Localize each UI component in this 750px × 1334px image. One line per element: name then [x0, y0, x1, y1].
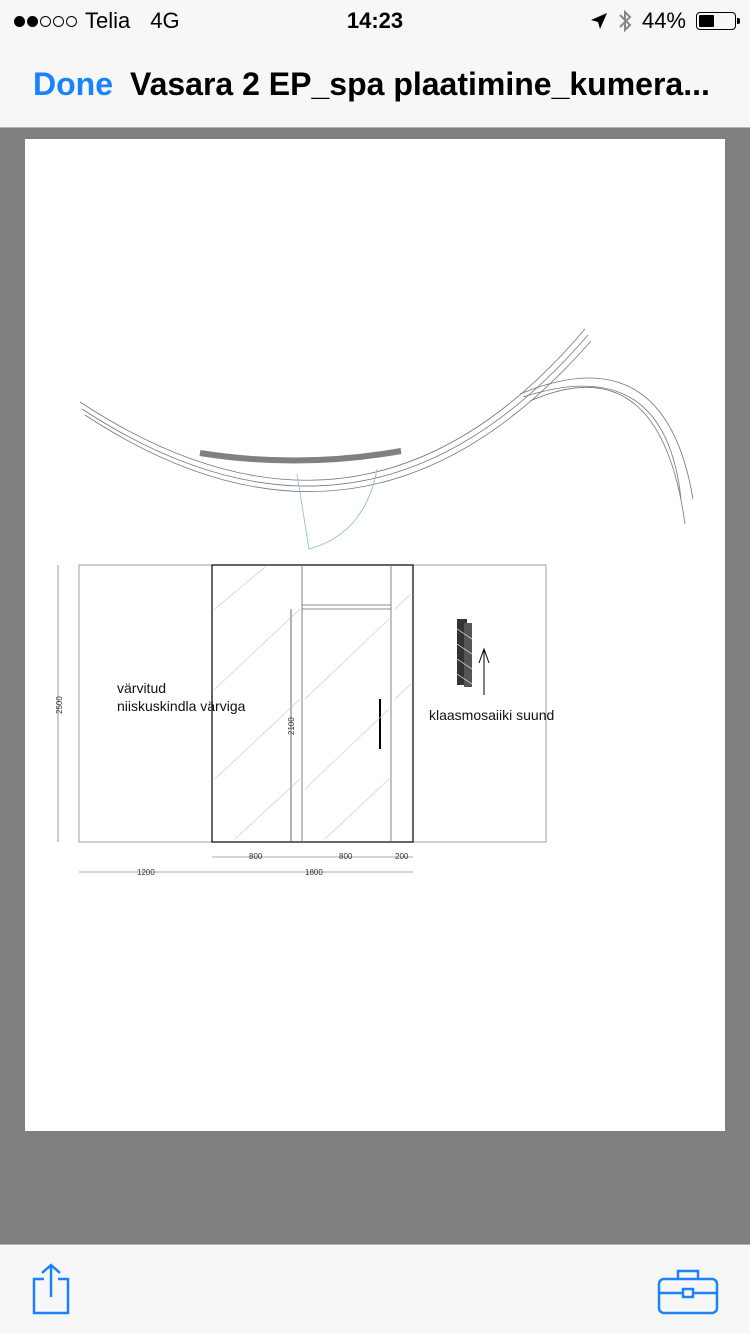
location-arrow-icon [590, 12, 608, 30]
mosaic-direction-label: klaasmosaiiki suund [429, 707, 555, 723]
dim-door-height: 2100 [287, 717, 296, 735]
wall-label-line1: värvitud [117, 680, 167, 696]
status-right [590, 8, 736, 34]
share-icon [30, 1263, 72, 1317]
dimension-lines [58, 565, 413, 872]
share-button[interactable] [30, 1263, 72, 1322]
done-button[interactable]: Done [33, 66, 113, 102]
status-bar [0, 0, 750, 40]
dim-left-width: 1200 [137, 868, 155, 877]
mosaic-swatch [457, 619, 472, 687]
dim-seg1: 800 [249, 852, 263, 861]
battery-percent: 44% [641, 8, 686, 33]
dim-height-total: 2500 [55, 696, 64, 714]
wall-label-line2: niiskuskindla värviga [117, 698, 246, 714]
bluetooth-icon [618, 9, 632, 33]
plan-view [80, 329, 693, 524]
door-swing-arc [297, 469, 377, 549]
document-title: Vasara 2 EP_spa plaatimine_kumera... [130, 66, 710, 102]
network-type: 4G [150, 8, 180, 33]
wall-label [117, 679, 245, 715]
tools-button[interactable] [656, 1267, 720, 1320]
dim-seg3: 200 [395, 852, 409, 861]
direction-arrow [479, 649, 489, 695]
carrier-name: Telia [85, 8, 131, 33]
tiled-curved-section [200, 451, 401, 461]
dim-right-width: 1800 [305, 868, 323, 877]
technical-drawing [25, 139, 725, 1131]
status-time: 14:23 [346, 8, 404, 33]
toolbox-icon [656, 1267, 720, 1315]
dim-seg2: 800 [339, 852, 353, 861]
document-page[interactable] [25, 139, 725, 1131]
battery-fill [699, 15, 714, 27]
battery-icon [696, 12, 736, 30]
bottom-toolbar [0, 1244, 750, 1334]
nav-bar [0, 40, 750, 128]
